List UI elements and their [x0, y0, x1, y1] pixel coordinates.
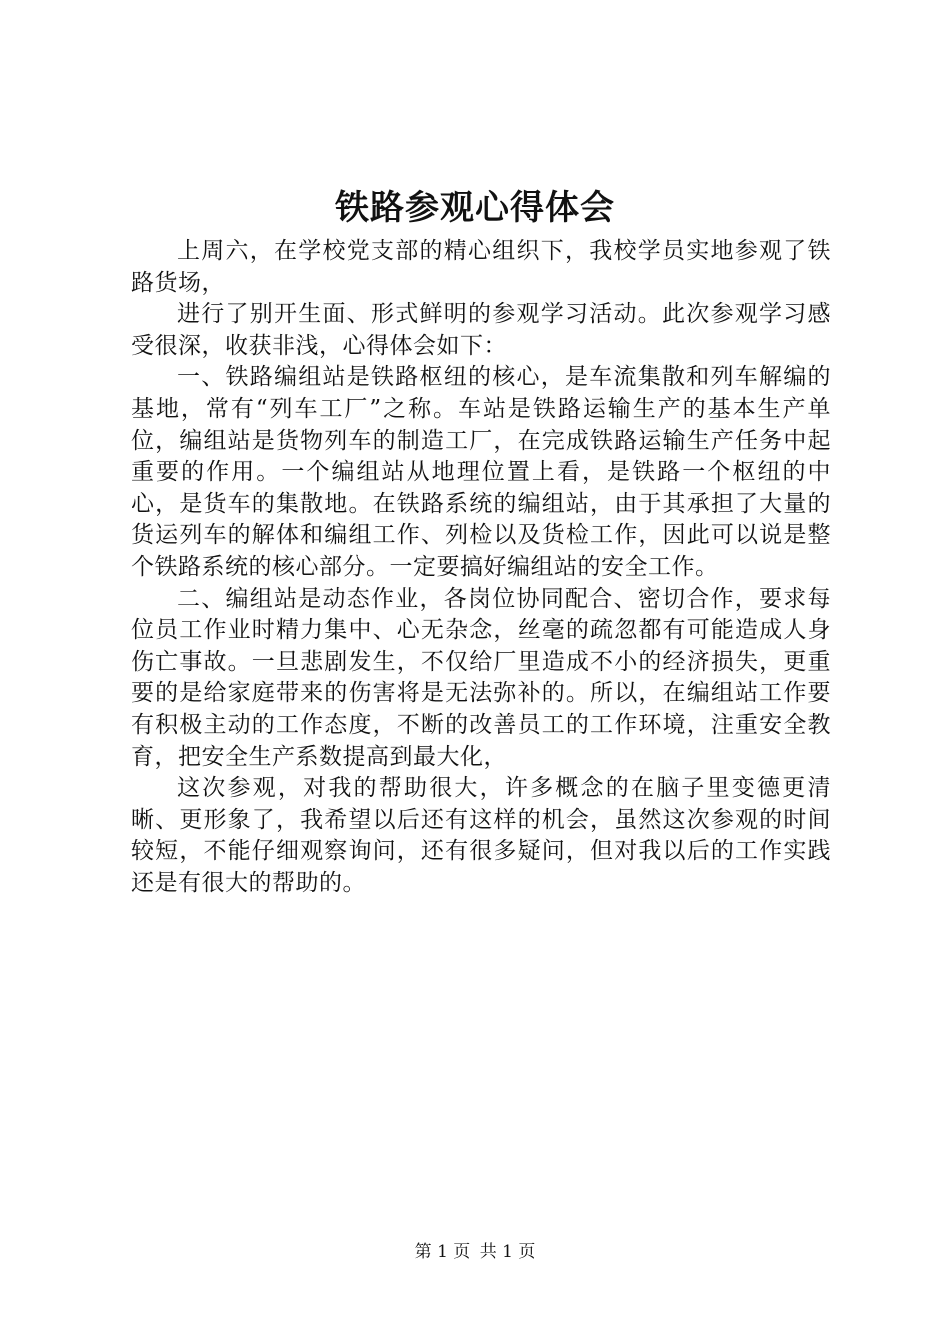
page-number: 第 1 页: [414, 1242, 471, 1262]
document-title: 铁路参观心得体会: [335, 188, 615, 228]
page-footer: [0, 1240, 950, 1264]
paragraph-intro: 上周六，在学校党支部的精心组织下，我校学员实地参观了铁路货场，: [131, 238, 831, 296]
document-body: [131, 236, 831, 899]
page-total: 共 1 页: [479, 1242, 536, 1262]
paragraph-conclusion: 这次参观，对我的帮助很大，许多概念的在脑子里变德更清晰、更形象了，我希望以后还有这样的机会，虽然这次参观的时间较短，不能仔细观察询问，还有很多疑问，但对我以后的工作实践还是有很大的帮助的。: [131, 775, 831, 896]
paragraph-summary: 进行了别开生面、形式鲜明的参观学习活动。此次参观学习感受很深，收获非浅，心得体会如下：: [131, 301, 831, 359]
paragraph-point-one: 一、铁路编组站是铁路枢纽的核心，是车流集散和列车解编的基地，常有“列车工厂”之称。车站是铁路运输生产的基本生产单位，编组站是货物列车的制造工厂，在完成铁路运输生产任务中起重要的作用。一个编组站从地理位置上看，是铁路一个枢纽的中心，是货车的集散地。在铁路系统的编组站，由于其承担了大量的货运列车的解体和编组工作、列检以及货检工作，因此可以说是整个铁路系统的核心部分。一定要搞好编组站的安全工作。: [131, 364, 831, 580]
paragraph-point-two: 二、编组站是动态作业，各岗位协同配合、密切合作，要求每位员工作业时精力集中、心无杂念，丝毫的疏忽都有可能造成人身伤亡事故。一旦悲剧发生，不仅给厂里造成不小的经济损失，更重要的是给家庭带来的伤害将是无法弥补的。所以，在编组站工作要有积极主动的工作态度，不断的改善员工的工作环境，注重安全教育，把安全生产系数提高到最大化，: [131, 585, 831, 770]
